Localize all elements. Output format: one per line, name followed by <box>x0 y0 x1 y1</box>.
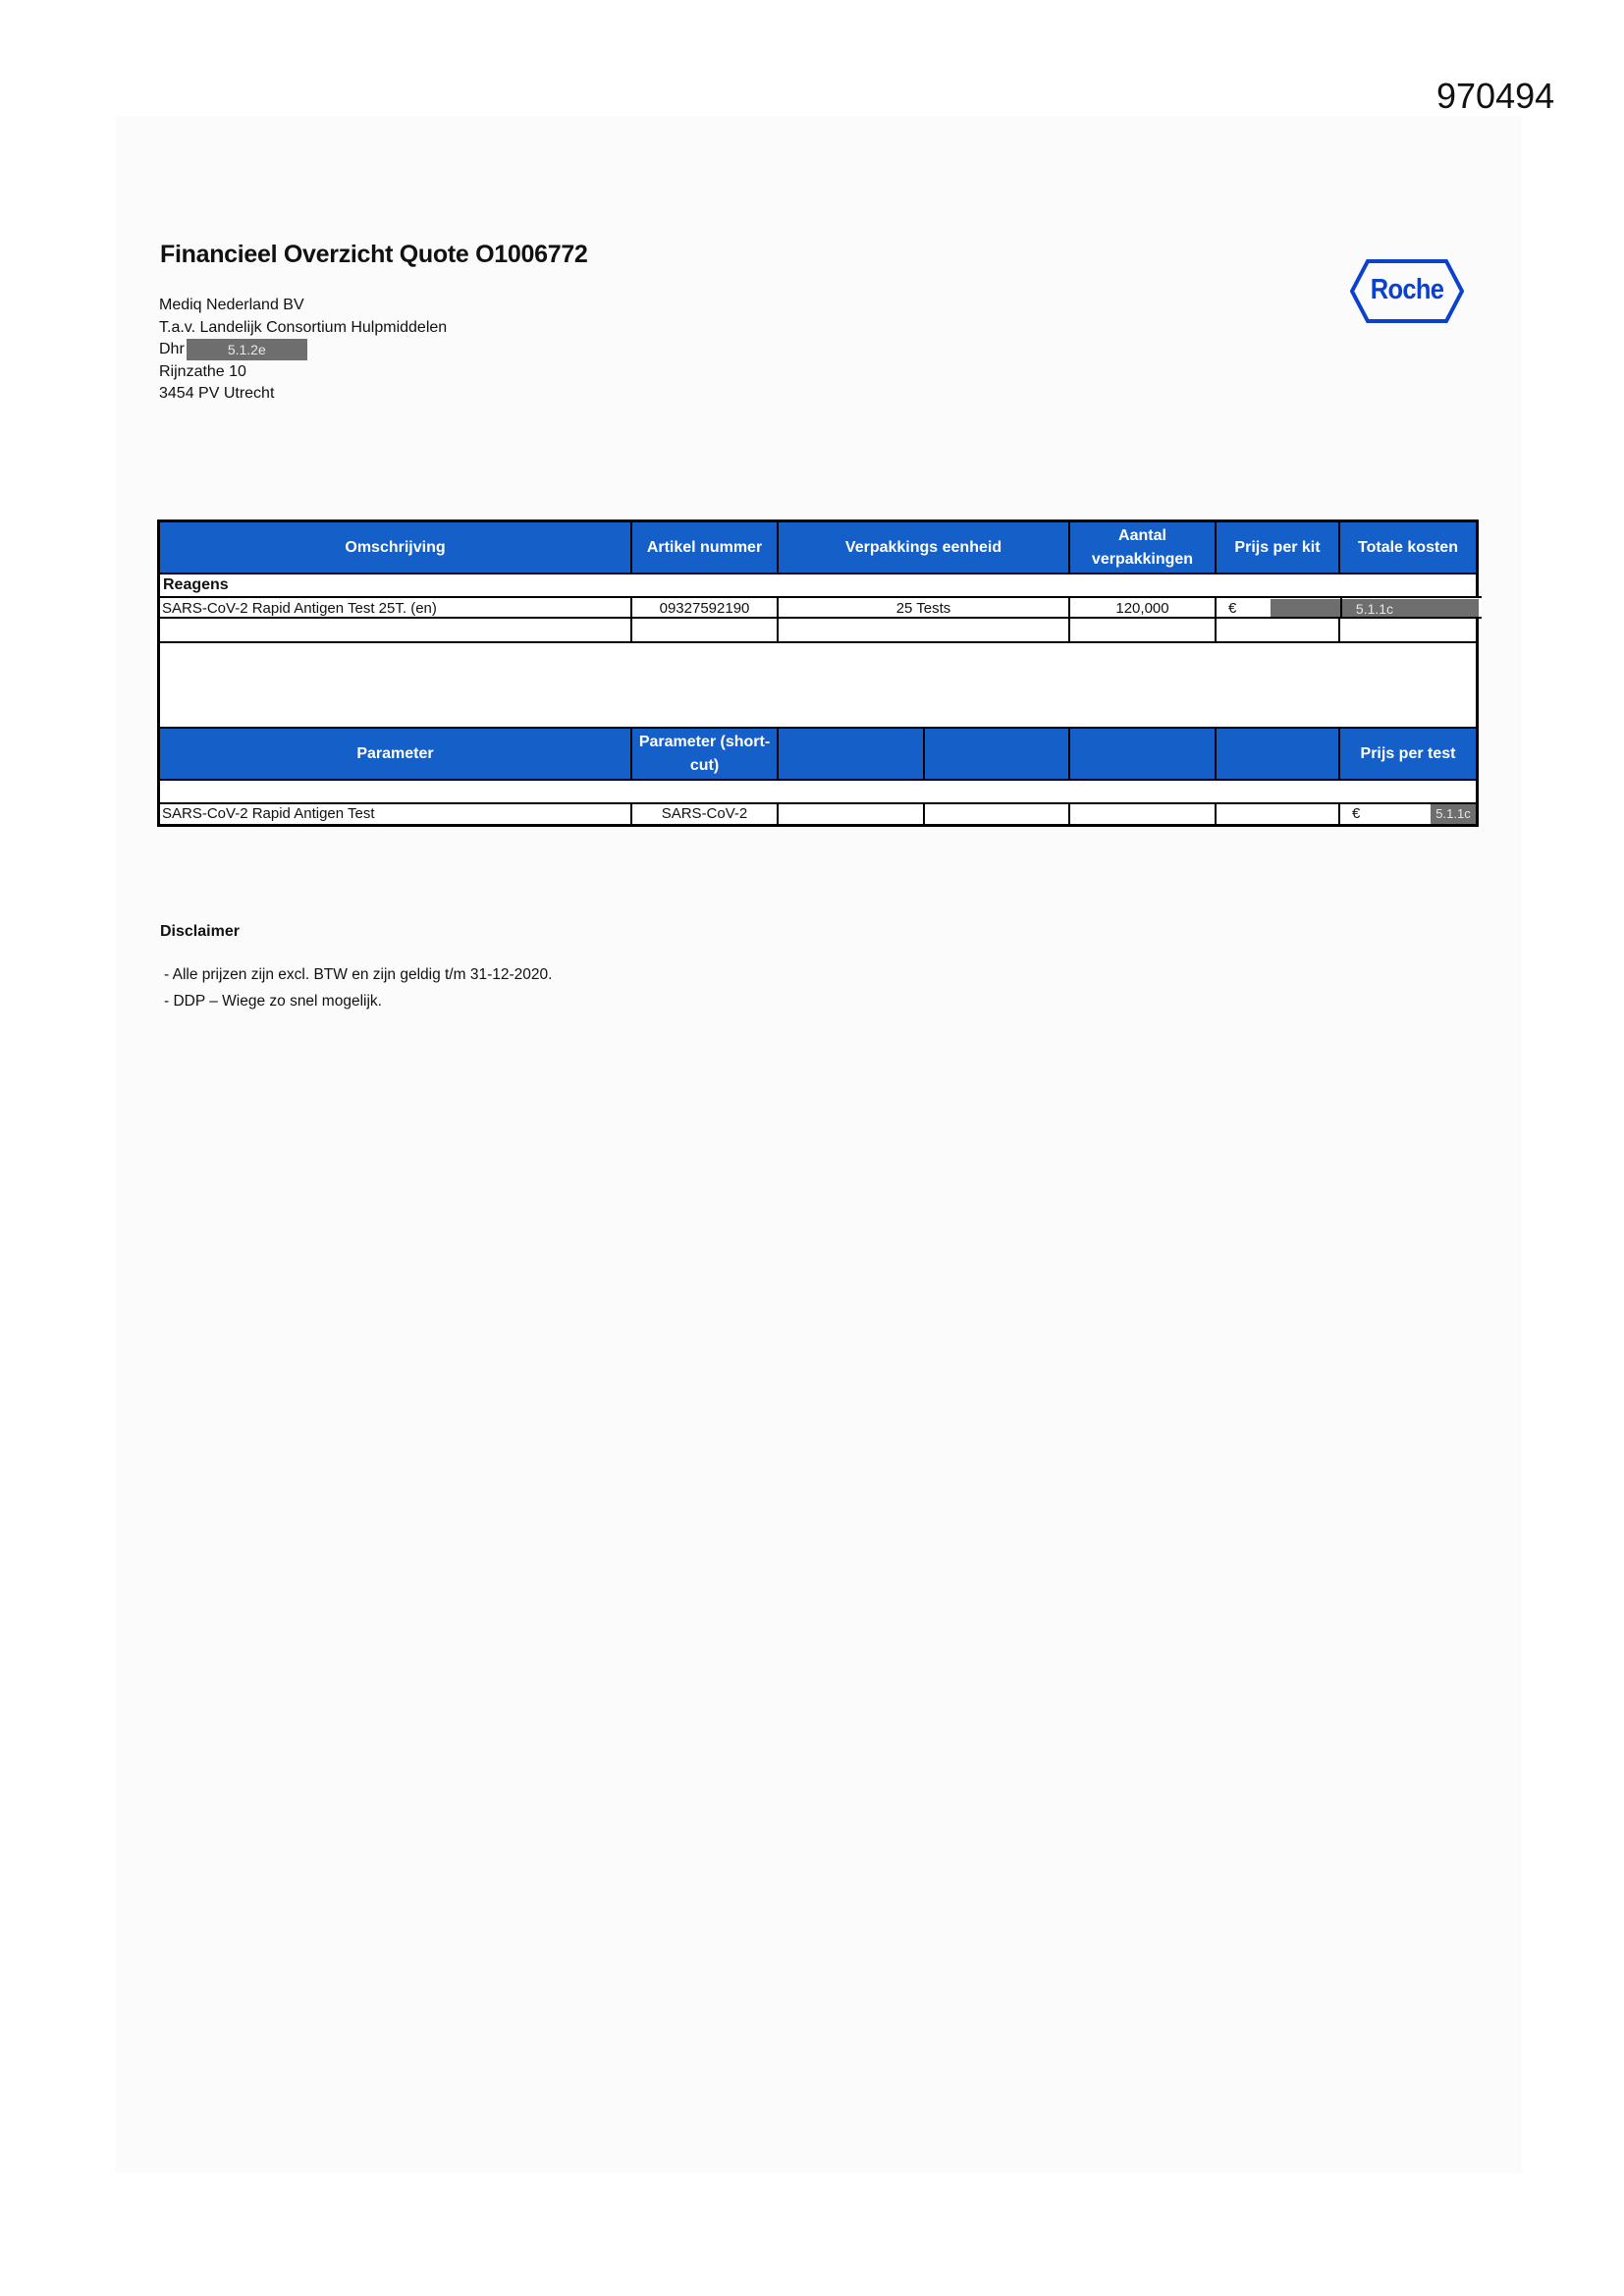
empty-cell <box>779 804 925 824</box>
cell-prijs-per-test <box>1340 804 1476 824</box>
header-artikel-nummer: Artikel nummer <box>632 522 779 574</box>
section-label-reagens: Reagens <box>163 576 229 593</box>
header-parameter-short: Parameter (short-cut) <box>632 727 779 781</box>
recipient-address <box>159 295 447 406</box>
cell-parameter: SARS-CoV-2 Rapid Antigen Test <box>160 804 632 824</box>
header-empty <box>779 727 925 781</box>
redaction-box: 5.1.2e <box>187 339 307 360</box>
empty-cell <box>1070 804 1217 824</box>
redaction-box: 5.1.1c <box>1271 599 1479 619</box>
currency-symbol: € <box>1352 805 1361 822</box>
cell-aantal-verpakkingen: 120,000 <box>1070 596 1217 619</box>
roche-logo-text: Roche <box>1370 274 1444 305</box>
disclaimer-list <box>164 961 552 1014</box>
quote-table <box>157 519 1479 827</box>
currency-symbol: € <box>1228 600 1237 617</box>
page-title: Financieel Overzicht Quote O1006772 <box>160 241 588 268</box>
address-contact <box>159 339 447 361</box>
empty-row <box>160 781 1476 804</box>
header-totale-kosten: Totale kosten <box>1340 522 1476 574</box>
address-company: Mediq Nederland BV <box>159 297 304 313</box>
document-id: 970494 <box>1436 76 1555 116</box>
column-divider <box>1340 596 1342 619</box>
header-verpakkings-eenheid: Verpakkings eenheid <box>779 522 1070 574</box>
cell-omschrijving: SARS-CoV-2 Rapid Antigen Test 25T. (en) <box>160 596 632 619</box>
page-background <box>116 116 1522 2173</box>
disclaimer-line: - Alle prijzen zijn excl. BTW en zijn geldig t/m 31-12-2020. <box>164 966 553 983</box>
address-city: 3454 PV Utrecht <box>159 385 275 403</box>
header-aantal-verpakkingen: Aantal verpakkingen <box>1070 522 1217 574</box>
header-empty <box>1070 727 1217 781</box>
cell-artikel-nummer: 09327592190 <box>632 596 779 619</box>
header-empty <box>925 727 1070 781</box>
header-empty <box>1217 727 1340 781</box>
empty-cell <box>1217 619 1340 643</box>
address-attn: T.a.v. Landelijk Consortium Hulpmiddelen <box>159 318 448 336</box>
cell-verpakkings-eenheid: 25 Tests <box>779 596 1070 619</box>
roche-logo <box>1350 259 1464 323</box>
disclaimer-line: - DDP – Wiege zo snel mogelijk. <box>164 993 382 1010</box>
empty-cell <box>1217 804 1340 824</box>
empty-cell <box>632 619 779 643</box>
cell-parameter-short: SARS-CoV-2 <box>632 804 779 824</box>
header-parameter: Parameter <box>160 727 632 781</box>
empty-cell <box>925 804 1070 824</box>
address-street: Rijnzathe 10 <box>159 362 246 380</box>
header-prijs-per-kit: Prijs per kit <box>1217 522 1340 574</box>
empty-cell <box>1340 619 1476 643</box>
contact-prefix: Dhr <box>159 341 185 358</box>
empty-cell <box>1070 619 1217 643</box>
cell-prijs-totale <box>1217 596 1482 619</box>
disclaimer-title: Disclaimer <box>160 923 240 940</box>
empty-cell <box>779 619 1070 643</box>
header-omschrijving: Omschrijving <box>160 522 632 574</box>
header-prijs-per-test: Prijs per test <box>1340 727 1476 781</box>
empty-cell <box>160 619 632 643</box>
redaction-box: 5.1.1c <box>1431 804 1476 824</box>
